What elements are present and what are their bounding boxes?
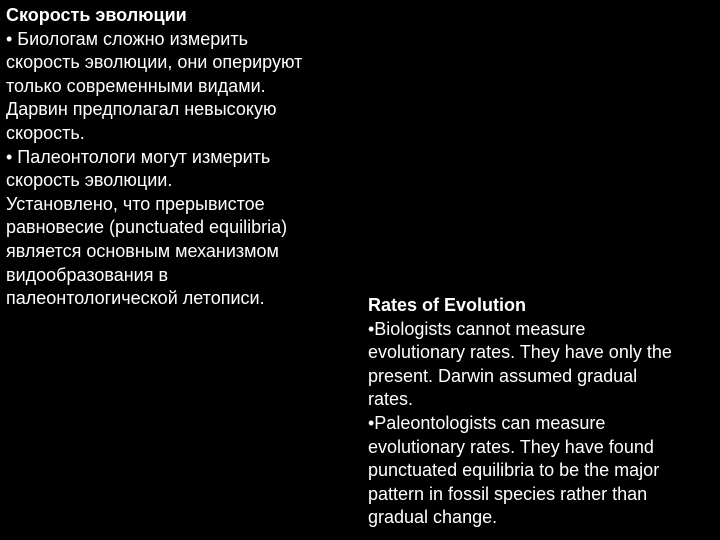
russian-line: скорость эволюции. [6,170,173,191]
english-line: evolutionary rates. They have only the [368,342,672,363]
russian-line: видообразования в [6,264,169,285]
english-line: evolutionary rates. They have found [368,436,654,457]
russian-line: Дарвин предполагал невысокую [6,99,277,120]
russian-text-block [6,4,356,311]
english-line: •Biologists cannot measure [368,318,586,339]
english-line: gradual change. [368,507,498,528]
english-line: present. Darwin assumed gradual [368,365,638,386]
russian-line: скорость эволюции, они оперируют [6,52,303,73]
english-line: pattern in fossil species rather than [368,483,648,504]
english-text-block [368,294,713,530]
russian-line: • Биологам сложно измерить [6,28,248,49]
russian-line: • Палеонтологи могут измерить [6,146,271,167]
russian-line: равновесие (punctuated equilibria) [6,217,288,238]
english-line: punctuated equilibria to be the major [368,460,660,481]
english-line: rates. [368,389,414,410]
russian-line: только современными видами. [6,75,266,96]
russian-line: Установлено, что прерывистое [6,193,265,214]
russian-line: является основным механизмом [6,240,279,261]
russian-title: Скорость эволюции [6,5,187,25]
russian-line: скорость. [6,122,85,143]
english-line: •Paleontologists can measure [368,412,606,433]
russian-line: палеонтологической летописи. [6,288,265,309]
english-title: Rates of Evolution [368,295,527,315]
